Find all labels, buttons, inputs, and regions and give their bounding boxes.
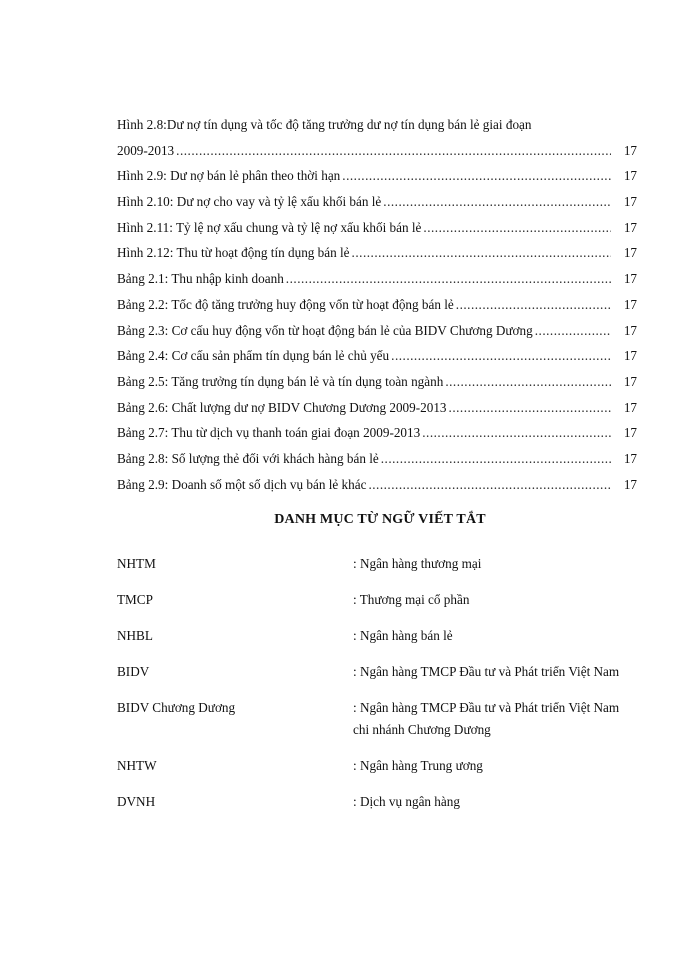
toc-entry-label: Hình 2.9: Dư nợ bán lẻ phân theo thời hạn	[117, 168, 341, 184]
toc-entry-label: 2009-2013	[117, 142, 175, 158]
abbreviation-row	[117, 755, 637, 777]
dot-leader	[176, 138, 611, 164]
toc-entry[interactable]	[117, 240, 637, 266]
toc-entry[interactable]	[117, 266, 637, 292]
dot-leader	[368, 472, 611, 498]
toc-entry[interactable]	[117, 163, 637, 189]
toc-entry-label: Hình 2.11: Tỷ lệ nợ xấu chung và tỷ lệ nợ xấu khối bán lẻ	[117, 219, 422, 235]
abbreviation-term: BIDV Chương Dương	[117, 700, 236, 715]
toc-page-number: 17	[623, 245, 637, 261]
abbreviation-row	[117, 625, 637, 647]
abbreviation-definition: : Dịch vụ ngân hàng	[353, 794, 460, 809]
toc-page-number: 17	[623, 296, 637, 312]
toc-page-number: 17	[623, 322, 637, 338]
dot-leader	[391, 343, 611, 369]
toc-entry[interactable]	[117, 292, 637, 318]
toc-page-number: 17	[623, 142, 637, 158]
abbreviation-term: BIDV	[117, 664, 150, 679]
toc-entry-label: Bảng 2.9: Doanh số một số dịch vụ bán lẻ khác	[117, 476, 367, 492]
toc-entry[interactable]	[117, 446, 637, 472]
toc-entry[interactable]	[117, 395, 637, 421]
dot-leader	[286, 266, 611, 292]
abbreviation-term: NHTW	[117, 758, 157, 773]
dot-leader	[449, 395, 611, 421]
toc-entry-label: Bảng 2.1: Thu nhập kinh doanh	[117, 271, 284, 287]
dot-leader	[383, 189, 611, 215]
toc-entry-label: Bảng 2.2: Tốc độ tăng trưởng huy động vốn từ hoạt động bán lẻ	[117, 296, 454, 312]
abbreviation-term: DVNH	[117, 794, 156, 809]
abbreviation-row	[117, 553, 637, 575]
toc-entry-label: Bảng 2.7: Thu từ dịch vụ thanh toán giai đoạn 2009-2013	[117, 425, 421, 441]
toc-page-number: 17	[623, 450, 637, 466]
dot-leader	[423, 215, 611, 241]
abbreviations-heading: DANH MỤC TỪ NGỮ VIẾT TẮT	[274, 512, 486, 527]
abbreviation-term: NHBL	[117, 628, 153, 643]
table-of-figures	[117, 112, 637, 497]
dot-leader	[422, 420, 611, 446]
abbreviation-row	[117, 661, 637, 683]
dot-leader	[352, 240, 611, 266]
dot-leader	[445, 369, 611, 395]
toc-page-number: 17	[623, 219, 637, 235]
toc-entry[interactable]	[117, 420, 637, 446]
toc-entry[interactable]	[117, 189, 637, 215]
toc-page-number: 17	[623, 348, 637, 364]
abbreviation-definition: : Ngân hàng TMCP Đầu tư và Phát triển Việt Nam	[353, 664, 620, 679]
toc-page-number: 17	[623, 168, 637, 184]
toc-entry-label: Bảng 2.6: Chất lượng dư nợ BIDV Chương Dương 2009-2013	[117, 399, 447, 415]
toc-entry[interactable]	[117, 318, 637, 344]
toc-entry[interactable]	[117, 138, 637, 164]
toc-entry-label: Bảng 2.5: Tăng trưởng tín dụng bán lẻ và tín dụng toàn ngành	[117, 373, 444, 389]
abbreviation-definition: : Ngân hàng bán lẻ	[353, 628, 453, 643]
abbreviation-row	[117, 697, 637, 741]
toc-entry-label: Bảng 2.4: Cơ cấu sản phẩm tín dụng bán lẻ chủ yếu	[117, 348, 390, 364]
toc-entry-list	[117, 163, 637, 497]
abbreviation-definition: : Thương mại cổ phần	[353, 592, 470, 607]
abbreviation-list	[117, 553, 637, 813]
toc-page-number: 17	[623, 194, 637, 210]
toc-entry[interactable]	[117, 369, 637, 395]
toc-entry[interactable]	[117, 472, 637, 498]
abbreviation-term: NHTM	[117, 556, 156, 571]
toc-page-number: 17	[623, 425, 637, 441]
dot-leader	[381, 446, 611, 472]
toc-page-number: 17	[623, 476, 637, 492]
toc-entry[interactable]	[117, 343, 637, 369]
dot-leader	[535, 318, 611, 344]
toc-entry-label: Bảng 2.8: Số lượng thẻ đối với khách hàng bán lẻ	[117, 450, 379, 466]
toc-entry-label: Hình 2.10: Dư nợ cho vay và tỷ lệ xấu khối bán lẻ	[117, 194, 382, 210]
abbreviation-term: TMCP	[117, 592, 153, 607]
dot-leader	[456, 292, 611, 318]
abbreviation-definition: : Ngân hàng TMCP Đầu tư và Phát triển Việt Nam chi nhánh Chương Dương	[353, 700, 620, 737]
toc-entry-label: Bảng 2.3: Cơ cấu huy động vốn từ hoạt động bán lẻ của BIDV Chương Dương	[117, 322, 533, 338]
abbreviation-row	[117, 791, 637, 813]
toc-entry-label: Hình 2.12: Thu từ hoạt động tín dụng bán lẻ	[117, 245, 350, 261]
toc-entry[interactable]	[117, 215, 637, 241]
toc-entry-first-line: Hình 2.8:Dư nợ tín dụng và tốc độ tăng trưởng dư nợ tín dụng bán lẻ giai đoạn	[117, 117, 532, 132]
toc-page-number: 17	[623, 399, 637, 415]
toc-page-number: 17	[623, 373, 637, 389]
toc-page-number: 17	[623, 271, 637, 287]
abbreviation-row	[117, 589, 637, 611]
dot-leader	[342, 163, 611, 189]
abbreviation-definition: : Ngân hàng thương mại	[353, 556, 482, 571]
abbreviation-definition: : Ngân hàng Trung ương	[353, 758, 483, 773]
